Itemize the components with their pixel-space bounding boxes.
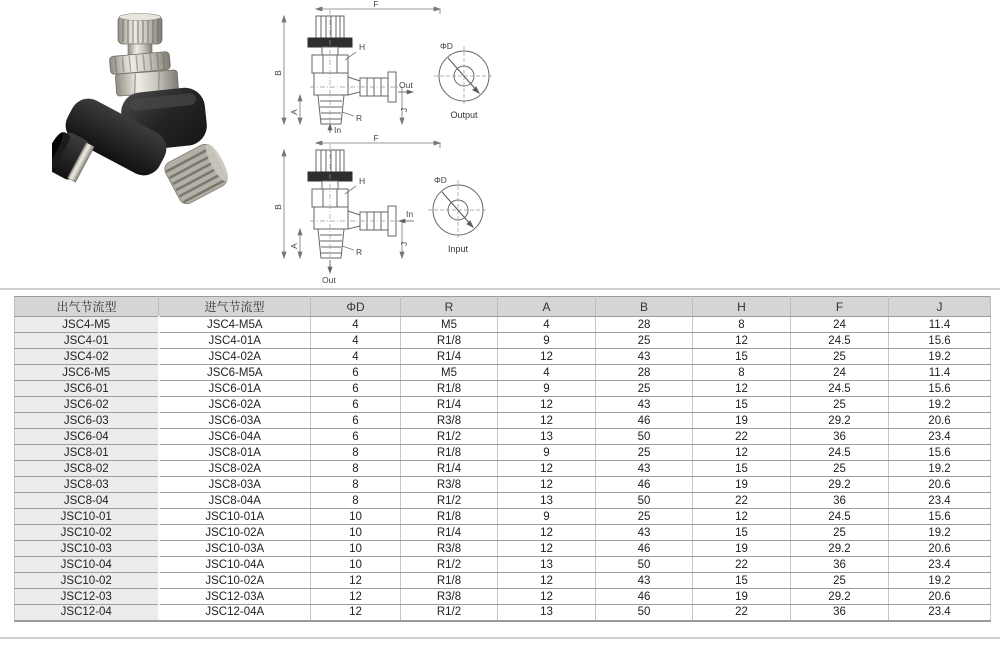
column-header-1: 进气节流型 <box>159 297 311 317</box>
table-cell: 13 <box>498 493 596 509</box>
table-cell: 8 <box>311 445 401 461</box>
table-cell: 50 <box>596 605 693 621</box>
table-cell: 19 <box>693 541 791 557</box>
table-cell: R1/4 <box>401 461 498 477</box>
table-cell: 29.2 <box>791 589 889 605</box>
table-cell: R1/8 <box>401 333 498 349</box>
table-cell: 43 <box>596 397 693 413</box>
column-header-4: A <box>498 297 596 317</box>
table-cell: JSC10-02A <box>159 525 311 541</box>
table-cell: 15.6 <box>889 333 991 349</box>
table-cell: 46 <box>596 589 693 605</box>
output-end-view <box>434 46 494 106</box>
column-header-7: F <box>791 297 889 317</box>
table-cell: 36 <box>791 429 889 445</box>
table-cell: 29.2 <box>791 413 889 429</box>
table-cell: 36 <box>791 557 889 573</box>
flow-in-label: In <box>334 125 342 134</box>
view-caption-input: Input <box>447 244 469 254</box>
outline-drawing-input <box>268 132 508 284</box>
table-cell: R1/2 <box>401 557 498 573</box>
column-header-6: H <box>693 297 791 317</box>
dim-label-f: F <box>373 133 379 143</box>
dim-label-a: A <box>289 243 299 249</box>
table-cell: JSC4-02A <box>159 349 311 365</box>
table-cell: 12 <box>498 525 596 541</box>
table-cell: R1/2 <box>401 605 498 621</box>
table-cell: 24.5 <box>791 333 889 349</box>
table-cell: 8 <box>311 493 401 509</box>
table-cell: 25 <box>791 525 889 541</box>
table-cell: 6 <box>311 429 401 445</box>
table-cell: 12 <box>693 381 791 397</box>
table-row <box>15 413 991 429</box>
table-cell: 12 <box>693 333 791 349</box>
dim-label-j: J <box>399 107 409 113</box>
speed-controller-photo-art <box>52 6 240 218</box>
spec-table-body <box>15 317 991 621</box>
table-cell: JSC8-04A <box>159 493 311 509</box>
table-cell: 24.5 <box>791 509 889 525</box>
dim-label-b: B <box>273 70 283 76</box>
table-cell: 10 <box>311 541 401 557</box>
table-cell: JSC4-M5 <box>15 317 159 333</box>
table-cell: 19.2 <box>889 525 991 541</box>
table-cell: 10 <box>311 525 401 541</box>
table-row <box>15 557 991 573</box>
table-cell: 25 <box>596 445 693 461</box>
table-cell: JSC10-03 <box>15 541 159 557</box>
table-cell: 12 <box>311 573 401 589</box>
dim-label-d: ΦD <box>440 41 453 51</box>
table-cell: JSC4-01A <box>159 333 311 349</box>
table-cell: 22 <box>693 493 791 509</box>
column-header-8: J <box>889 297 991 317</box>
column-header-5: B <box>596 297 693 317</box>
table-cell: JSC6-01A <box>159 381 311 397</box>
table-row <box>15 397 991 413</box>
table-cell: 46 <box>596 413 693 429</box>
spec-table-header <box>15 297 991 317</box>
table-cell: 20.6 <box>889 413 991 429</box>
table-cell: JSC8-03A <box>159 477 311 493</box>
table-row <box>15 317 991 333</box>
outline-drawing-output <box>268 0 508 134</box>
table-cell: 19 <box>693 477 791 493</box>
table-cell: 24 <box>791 365 889 381</box>
table-cell: 11.4 <box>889 365 991 381</box>
table-cell: JSC8-04 <box>15 493 159 509</box>
table-cell: 4 <box>311 333 401 349</box>
table-cell: M5 <box>401 365 498 381</box>
product-photo <box>52 6 240 218</box>
table-row <box>15 493 991 509</box>
table-cell: 43 <box>596 349 693 365</box>
dim-label-h: H <box>359 176 366 186</box>
table-cell: 19.2 <box>889 349 991 365</box>
dim-label-h: H <box>359 42 366 52</box>
table-cell: 43 <box>596 461 693 477</box>
table-cell: JSC6-02A <box>159 397 311 413</box>
table-cell: 6 <box>311 365 401 381</box>
table-cell: 23.4 <box>889 493 991 509</box>
table-cell: 29.2 <box>791 541 889 557</box>
table-cell: 6 <box>311 381 401 397</box>
dim-label-r: R <box>356 113 363 123</box>
table-cell: JSC8-02 <box>15 461 159 477</box>
table-cell: JSC12-03 <box>15 589 159 605</box>
table-cell: 10 <box>311 509 401 525</box>
table-row <box>15 429 991 445</box>
table-cell: JSC6-01 <box>15 381 159 397</box>
table-cell: 22 <box>693 557 791 573</box>
table-cell: 43 <box>596 525 693 541</box>
table-cell: JSC10-02 <box>15 525 159 541</box>
flow-in-label: In <box>406 209 414 219</box>
spec-table <box>14 296 991 622</box>
table-row <box>15 445 991 461</box>
table-row <box>15 605 991 621</box>
table-cell: 24.5 <box>791 445 889 461</box>
table-cell: 8 <box>311 461 401 477</box>
table-row <box>15 509 991 525</box>
table-cell: 46 <box>596 541 693 557</box>
table-cell: R1/2 <box>401 429 498 445</box>
table-row <box>15 541 991 557</box>
table-cell: 12 <box>498 349 596 365</box>
table-row <box>15 333 991 349</box>
spec-table-wrap <box>14 296 990 622</box>
table-cell: 12 <box>498 397 596 413</box>
table-cell: 22 <box>693 605 791 621</box>
table-cell: 4 <box>311 317 401 333</box>
table-cell: R1/8 <box>401 573 498 589</box>
table-cell: 25 <box>791 461 889 477</box>
table-cell: 4 <box>311 349 401 365</box>
table-cell: 46 <box>596 477 693 493</box>
table-cell: 23.4 <box>889 605 991 621</box>
table-cell: JSC4-M5A <box>159 317 311 333</box>
table-cell: JSC10-04A <box>159 557 311 573</box>
table-cell: 15 <box>693 573 791 589</box>
table-cell: 36 <box>791 605 889 621</box>
section-divider-bottom <box>0 637 1000 639</box>
threaded-stud <box>162 140 233 207</box>
table-cell: R1/4 <box>401 397 498 413</box>
table-cell: JSC10-02A <box>159 573 311 589</box>
table-cell: 25 <box>596 509 693 525</box>
table-cell: 13 <box>498 557 596 573</box>
table-cell: 6 <box>311 397 401 413</box>
table-row <box>15 349 991 365</box>
column-header-0: 出气节流型 <box>15 297 159 317</box>
table-cell: 15.6 <box>889 509 991 525</box>
table-cell: JSC10-01 <box>15 509 159 525</box>
table-cell: JSC6-04A <box>159 429 311 445</box>
table-cell: JSC8-03 <box>15 477 159 493</box>
dim-label-f: F <box>373 0 379 9</box>
knurled-knob <box>118 14 162 57</box>
table-cell: JSC4-02 <box>15 349 159 365</box>
table-cell: 25 <box>791 397 889 413</box>
table-cell: 11.4 <box>889 317 991 333</box>
dim-label-r: R <box>356 247 363 257</box>
table-cell: 12 <box>498 461 596 477</box>
table-cell: 9 <box>498 445 596 461</box>
table-cell: 12 <box>693 509 791 525</box>
input-end-view <box>428 180 488 240</box>
table-cell: 24.5 <box>791 381 889 397</box>
table-cell: 43 <box>596 573 693 589</box>
table-cell: 36 <box>791 493 889 509</box>
dim-label-a: A <box>289 109 299 115</box>
table-cell: JSC10-01A <box>159 509 311 525</box>
table-cell: 8 <box>693 365 791 381</box>
table-cell: 12 <box>311 589 401 605</box>
table-row <box>15 525 991 541</box>
table-row <box>15 589 991 605</box>
table-cell: 25 <box>791 573 889 589</box>
table-cell: 13 <box>498 605 596 621</box>
table-cell: 9 <box>498 381 596 397</box>
table-row <box>15 365 991 381</box>
table-cell: R3/8 <box>401 541 498 557</box>
table-cell: JSC10-03A <box>159 541 311 557</box>
table-cell: M5 <box>401 317 498 333</box>
table-cell: R1/4 <box>401 525 498 541</box>
table-cell: JSC10-04 <box>15 557 159 573</box>
table-cell: 23.4 <box>889 429 991 445</box>
table-cell: 20.6 <box>889 589 991 605</box>
table-cell: JSC12-04A <box>159 605 311 621</box>
table-cell: 20.6 <box>889 477 991 493</box>
table-cell: R1/2 <box>401 493 498 509</box>
table-cell: 10 <box>311 557 401 573</box>
table-cell: 8 <box>693 317 791 333</box>
table-cell: R3/8 <box>401 413 498 429</box>
table-cell: 23.4 <box>889 557 991 573</box>
table-cell: 15 <box>693 349 791 365</box>
view-caption-output: Output <box>450 110 478 120</box>
table-cell: 25 <box>596 333 693 349</box>
table-cell: 29.2 <box>791 477 889 493</box>
table-cell: 25 <box>596 381 693 397</box>
table-cell: JSC6-02 <box>15 397 159 413</box>
dim-label-j: J <box>399 241 409 247</box>
table-cell: JSC12-04 <box>15 605 159 621</box>
table-cell: JSC6-04 <box>15 429 159 445</box>
table-cell: JSC6-03A <box>159 413 311 429</box>
flow-out-label: Out <box>322 275 336 284</box>
table-cell: 12 <box>498 573 596 589</box>
table-cell: 9 <box>498 333 596 349</box>
table-cell: 20.6 <box>889 541 991 557</box>
table-cell: 19 <box>693 413 791 429</box>
table-cell: 6 <box>311 413 401 429</box>
dim-label-d: ΦD <box>434 175 447 185</box>
table-cell: JSC6-M5 <box>15 365 159 381</box>
table-row <box>15 573 991 589</box>
table-cell: 19 <box>693 589 791 605</box>
table-cell: R1/8 <box>401 509 498 525</box>
table-cell: 12 <box>693 445 791 461</box>
table-cell: R1/8 <box>401 445 498 461</box>
table-cell: 12 <box>311 605 401 621</box>
table-cell: 24 <box>791 317 889 333</box>
table-cell: 25 <box>791 349 889 365</box>
table-cell: JSC6-03 <box>15 413 159 429</box>
table-cell: 19.2 <box>889 573 991 589</box>
table-cell: R1/8 <box>401 381 498 397</box>
table-row <box>15 381 991 397</box>
table-cell: 8 <box>311 477 401 493</box>
column-header-3: R <box>401 297 498 317</box>
table-cell: JSC8-01 <box>15 445 159 461</box>
table-cell: 22 <box>693 429 791 445</box>
table-cell: 50 <box>596 557 693 573</box>
table-cell: 50 <box>596 493 693 509</box>
table-cell: JSC8-02A <box>159 461 311 477</box>
table-cell: JSC8-01A <box>159 445 311 461</box>
table-cell: 15 <box>693 461 791 477</box>
table-cell: 13 <box>498 429 596 445</box>
table-cell: R1/4 <box>401 349 498 365</box>
table-cell: R3/8 <box>401 589 498 605</box>
table-cell: JSC10-02 <box>15 573 159 589</box>
table-cell: 19.2 <box>889 397 991 413</box>
table-cell: 12 <box>498 413 596 429</box>
table-cell: 15.6 <box>889 381 991 397</box>
section-divider-top <box>0 288 1000 290</box>
table-cell: 12 <box>498 541 596 557</box>
table-cell: R3/8 <box>401 477 498 493</box>
table-cell: 12 <box>498 589 596 605</box>
table-cell: JSC4-01 <box>15 333 159 349</box>
table-cell: 28 <box>596 365 693 381</box>
table-row <box>15 477 991 493</box>
table-cell: 15 <box>693 525 791 541</box>
table-cell: 15 <box>693 397 791 413</box>
table-cell: 28 <box>596 317 693 333</box>
table-cell: 50 <box>596 429 693 445</box>
table-cell: 4 <box>498 365 596 381</box>
dim-label-b: B <box>273 204 283 210</box>
table-cell: 19.2 <box>889 461 991 477</box>
table-row <box>15 461 991 477</box>
table-cell: 12 <box>498 477 596 493</box>
table-cell: JSC12-03A <box>159 589 311 605</box>
table-cell: 4 <box>498 317 596 333</box>
column-header-2: ΦD <box>311 297 401 317</box>
table-cell: 15.6 <box>889 445 991 461</box>
table-cell: 9 <box>498 509 596 525</box>
table-cell: JSC6-M5A <box>159 365 311 381</box>
flow-out-label: Out <box>399 80 413 90</box>
